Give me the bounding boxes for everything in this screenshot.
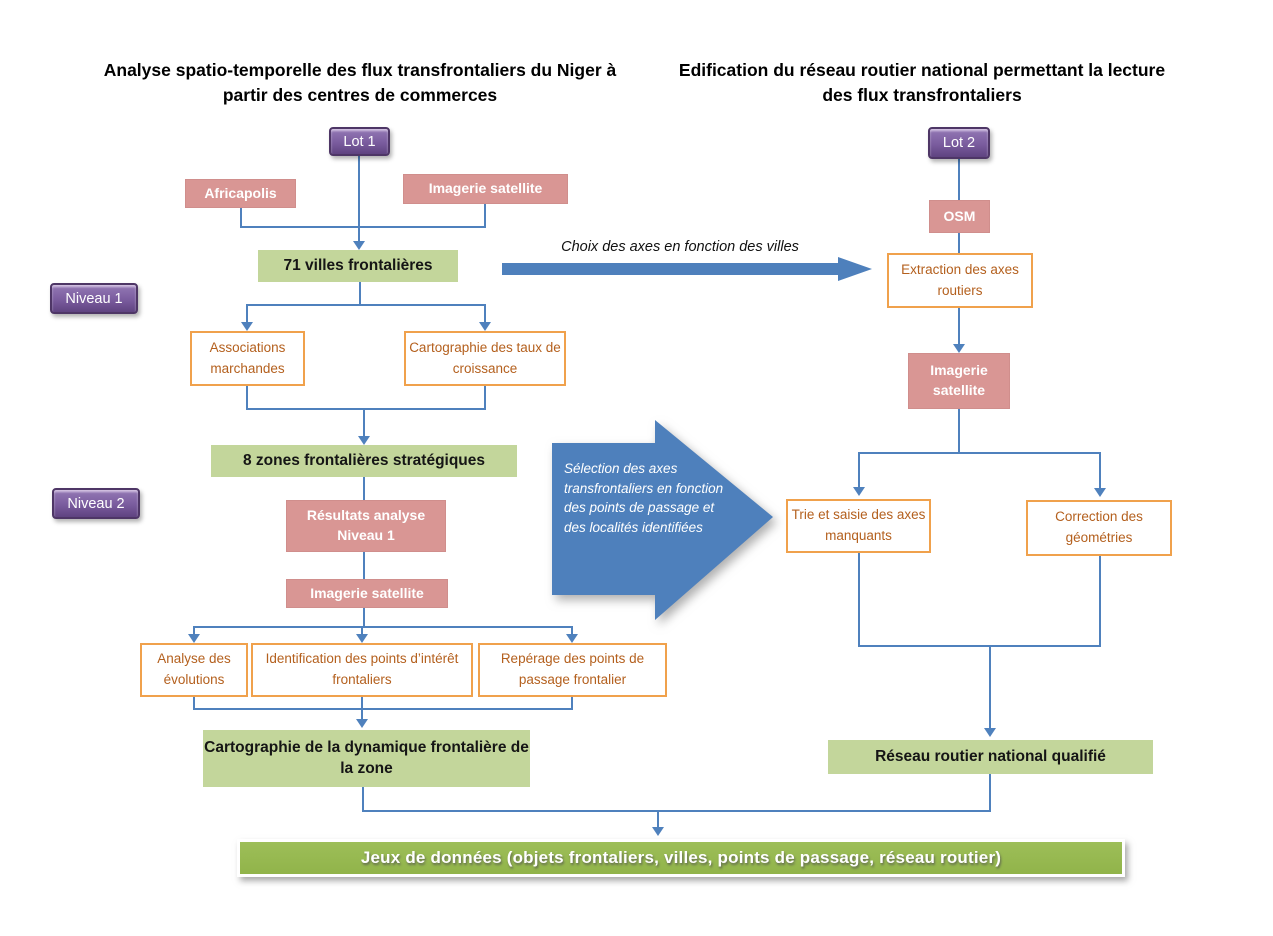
connector-line xyxy=(193,627,195,634)
connector-line xyxy=(958,409,960,453)
connector-line xyxy=(193,626,573,628)
connector-line xyxy=(246,408,486,410)
connector-line xyxy=(858,553,860,647)
arrowhead xyxy=(188,634,200,643)
title-left: Analyse spatio-temporelle des flux transfrontaliers du Niger à partir des centres de commerces xyxy=(103,60,617,105)
node-71-villes: 71 villes frontalières xyxy=(258,250,458,282)
connector-line xyxy=(362,787,364,812)
connector-line xyxy=(989,774,991,812)
connector-line xyxy=(484,305,486,322)
connector-line xyxy=(246,386,248,409)
node-trie-saisie-axes: Trie et saisie des axes manquants xyxy=(786,499,931,553)
node-carto-dynamique: Cartographie de la dynamique frontalière de la zone xyxy=(203,730,530,787)
node-osm: OSM xyxy=(929,200,990,233)
arrowhead xyxy=(1094,488,1106,497)
arrowhead xyxy=(356,719,368,728)
connector-line xyxy=(358,155,360,242)
flow-label-selection-axes: Sélection des axes transfrontaliers en fonction des points de passage et des localités identifiées xyxy=(564,461,724,535)
connector-line xyxy=(240,208,242,228)
node-correction-geometries: Correction des géométries xyxy=(1026,500,1172,556)
connector-line xyxy=(363,477,365,500)
arrowhead xyxy=(356,634,368,643)
connector-line xyxy=(858,452,860,487)
connector-line xyxy=(363,552,365,579)
node-carto-taux-croissance: Cartographie des taux de croissance xyxy=(404,331,566,386)
connector-line xyxy=(657,810,659,827)
connector-line xyxy=(484,386,486,409)
node-extraction-axes: Extraction des axes routiers xyxy=(887,253,1033,308)
node-imagerie-satellite-right: Imagerie satellite xyxy=(908,353,1010,409)
connector-line xyxy=(989,645,991,728)
badge-lot1: Lot 1 xyxy=(329,127,390,156)
title-right: Edification du réseau routier national permettant la lecture des flux transfrontaliers xyxy=(678,60,1166,105)
flow-label-choix-axes: Choix des axes en fonction des villes xyxy=(561,239,799,255)
node-imagerie-satellite-top: Imagerie satellite xyxy=(403,174,568,204)
node-reseau-qualifie: Réseau routier national qualifié xyxy=(828,740,1153,774)
connector-line xyxy=(1099,452,1101,488)
connector-line xyxy=(571,627,573,634)
arrowhead xyxy=(853,487,865,496)
connector-line xyxy=(958,308,960,344)
connector-line xyxy=(361,627,363,634)
connector-line xyxy=(958,233,960,254)
connector-line xyxy=(362,810,991,812)
arrowhead xyxy=(566,634,578,643)
thick-arrow-choix-axes xyxy=(502,257,872,281)
arrowhead xyxy=(479,322,491,331)
node-analyse-evolutions: Analyse des évolutions xyxy=(140,643,248,697)
node-jeux-de-donnees: Jeux de données (objets frontaliers, villes, points de passage, réseau routier) xyxy=(237,839,1125,877)
arrowhead xyxy=(953,344,965,353)
connector-line xyxy=(361,708,363,719)
arrowhead xyxy=(241,322,253,331)
connector-line xyxy=(246,305,248,322)
arrowhead xyxy=(984,728,996,737)
connector-line xyxy=(484,204,486,228)
connector-line xyxy=(240,226,486,228)
node-reperage-points: Repérage des points de passage frontalier xyxy=(478,643,667,697)
badge-niveau1: Niveau 1 xyxy=(50,283,138,314)
arrowhead xyxy=(652,827,664,836)
connector-line xyxy=(359,282,361,306)
node-africapolis: Africapolis xyxy=(185,179,296,208)
connector-line xyxy=(958,158,960,200)
connector-line xyxy=(246,304,486,306)
connector-line xyxy=(363,409,365,436)
node-resultats-analyse-niveau1: Résultats analyse Niveau 1 xyxy=(286,500,446,552)
arrowhead xyxy=(353,241,365,250)
connector-line xyxy=(193,708,573,710)
node-identification-points: Identification des points d’intérêt frontaliers xyxy=(251,643,473,697)
connector-line xyxy=(858,645,1101,647)
node-8-zones: 8 zones frontalières stratégiques xyxy=(211,445,517,477)
arrowhead xyxy=(358,436,370,445)
node-imagerie-satellite-niveau2: Imagerie satellite xyxy=(286,579,448,608)
badge-lot2: Lot 2 xyxy=(928,127,990,159)
connector-line xyxy=(363,607,365,628)
connector-line xyxy=(1099,556,1101,647)
badge-niveau2: Niveau 2 xyxy=(52,488,140,519)
connector-line xyxy=(858,452,1101,454)
node-associations-marchandes: Associations marchandes xyxy=(190,331,305,386)
